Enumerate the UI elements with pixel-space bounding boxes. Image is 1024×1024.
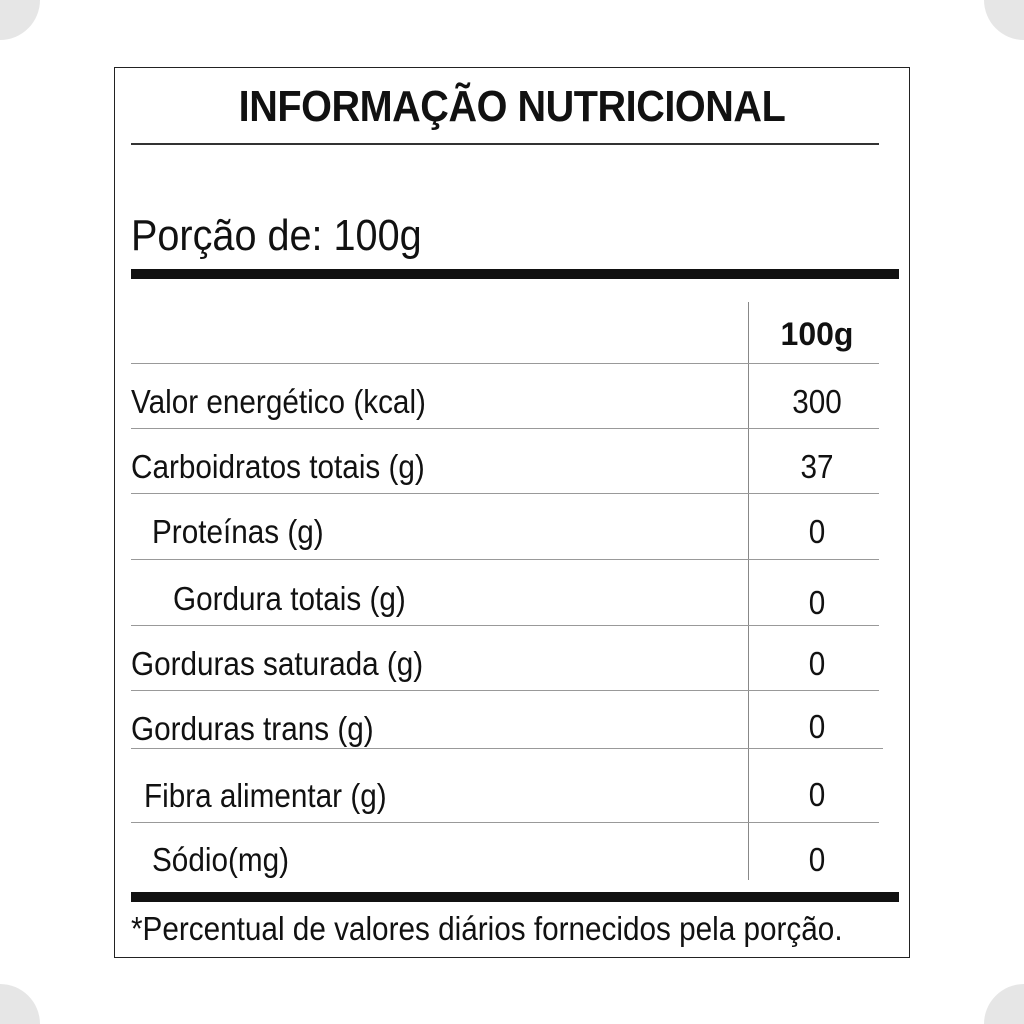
frame-corner-bottom-left xyxy=(0,984,40,1024)
row-divider xyxy=(131,822,879,823)
frame-corner-top-right xyxy=(984,0,1024,40)
row-divider xyxy=(131,493,879,494)
nutrient-value: 0 xyxy=(808,708,826,745)
portion-size: Porção de: 100g xyxy=(131,211,422,260)
nutrient-value: 0 xyxy=(808,645,826,682)
nutrient-name: Proteínas (g) xyxy=(152,513,324,550)
row-divider xyxy=(131,690,879,691)
frame-corner-bottom-right xyxy=(984,984,1024,1024)
nutrient-name: Fibra alimentar (g) xyxy=(144,777,387,814)
nutrient-value: 0 xyxy=(808,513,826,550)
frame-corner-top-left xyxy=(0,0,40,40)
nutrient-value: 0 xyxy=(808,584,826,621)
row-divider xyxy=(131,559,879,560)
column-header: 100g xyxy=(780,316,854,352)
nutrient-name: Sódio(mg) xyxy=(152,841,290,878)
title-divider xyxy=(131,143,879,145)
nutrient-value: 37 xyxy=(800,448,834,485)
row-divider xyxy=(131,428,879,429)
nutrient-name: Carboidratos totais (g) xyxy=(131,448,425,485)
nutrient-name: Valor energético (kcal) xyxy=(131,383,426,420)
row-divider xyxy=(131,625,879,626)
nutrient-value: 300 xyxy=(792,383,842,420)
nutrient-name: Gordura totais (g) xyxy=(173,580,406,617)
nutrient-value: 0 xyxy=(808,776,826,813)
row-divider xyxy=(131,748,883,749)
footer-divider-thick xyxy=(131,892,899,902)
portion-divider-thick xyxy=(131,269,899,279)
nutrient-name: Gorduras saturada (g) xyxy=(131,645,424,682)
column-separator xyxy=(748,302,749,880)
footnote: *Percentual de valores diários fornecidos pela porção. xyxy=(131,910,843,947)
row-divider xyxy=(131,363,879,364)
nutrient-name: Gorduras trans (g) xyxy=(131,710,374,747)
label-title: INFORMAÇÃO NUTRICIONAL xyxy=(238,82,786,131)
nutrient-value: 0 xyxy=(808,841,826,878)
